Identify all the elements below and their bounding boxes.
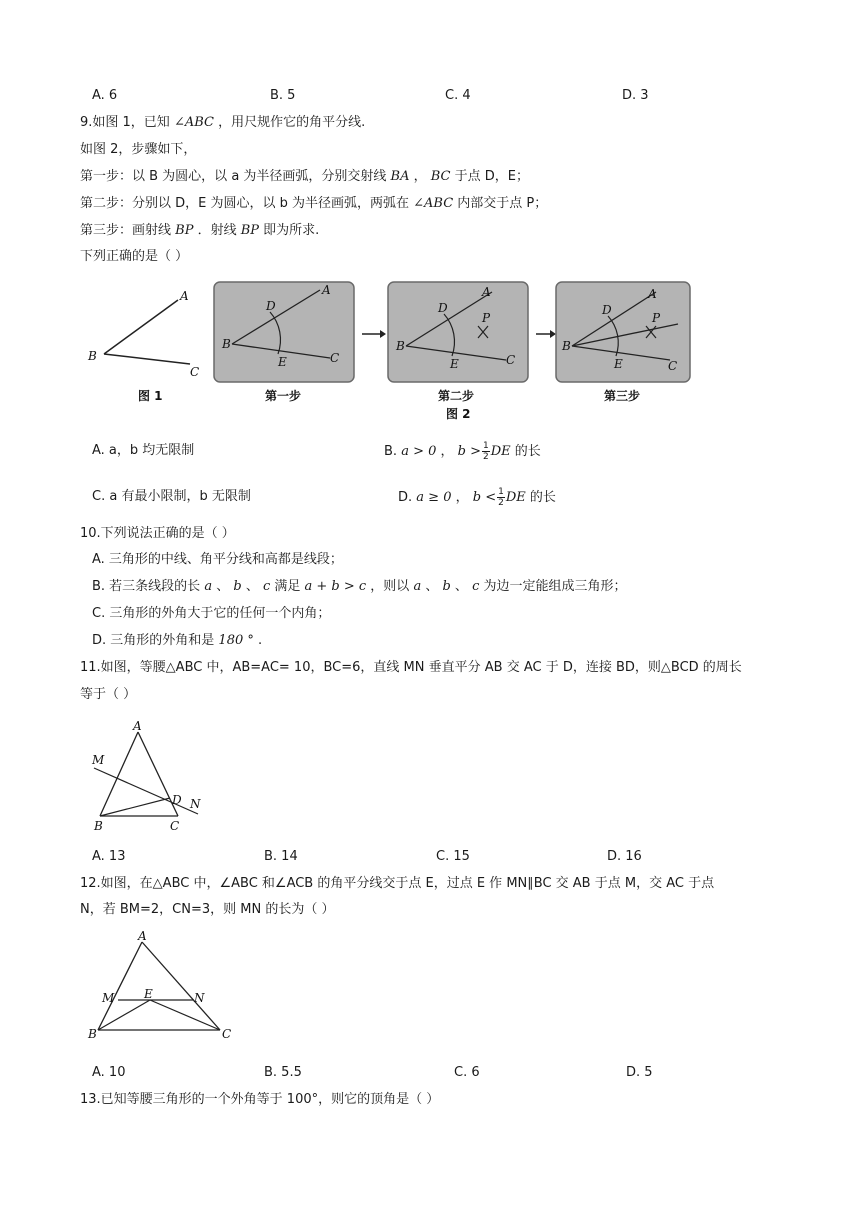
- q12-label-b: B: [88, 1027, 97, 1041]
- q12-stem-line2: N，若 BM=2，CN=3，则 MN 的长为（ ）: [80, 902, 335, 917]
- step3-label-e: E: [614, 357, 623, 371]
- q12-label-e: E: [144, 987, 153, 1001]
- step2-caption: 第二步: [438, 389, 475, 403]
- step3-label-c: C: [668, 359, 678, 373]
- q9-figure: [80, 276, 700, 426]
- q12-option-b: B. 5.5: [264, 1065, 302, 1080]
- step1-label-e: E: [278, 355, 287, 369]
- q9-option-b: B. a > 0 ， b > $\frac{1}{2}$ DE 的长: [384, 441, 541, 462]
- q9-option-a: A. a，b 均无限制: [92, 443, 195, 458]
- q11-stem-line2: 等于（ ）: [80, 687, 137, 702]
- step1-caption: 第一步: [265, 389, 302, 403]
- fig1-caption: 图 1: [138, 389, 163, 403]
- q9-question: 下列正确的是（ ）: [80, 249, 189, 264]
- figure-step2: [388, 282, 528, 421]
- q8-option-c: C. 4: [445, 88, 471, 103]
- q10-option-d: D. 三角形的外角和是 180 ° .: [92, 633, 263, 648]
- q9-stem: 9.如图 1，已知 ∠ABC ，用尺规作它的角平分线.: [80, 115, 366, 130]
- q11-option-b: B. 14: [264, 849, 298, 864]
- step1-label-a: A: [322, 283, 331, 297]
- q12-label-a: A: [138, 929, 147, 943]
- q12-label-m: M: [102, 991, 115, 1005]
- step2-label-d: D: [438, 301, 448, 315]
- step1-label-d: D: [266, 299, 276, 313]
- q12-option-d: D. 5: [626, 1065, 653, 1080]
- figure-step3: [556, 282, 690, 403]
- step3-caption: 第三步: [604, 389, 641, 403]
- q11-option-a: A. 13: [92, 849, 126, 864]
- q10-option-c: C. 三角形的外角大于它的任何一个内角；: [92, 606, 331, 621]
- q11-label-b: B: [94, 819, 103, 833]
- q12-label-n: N: [194, 991, 205, 1005]
- step2-label-c: C: [506, 353, 516, 367]
- step3-label-b: B: [562, 339, 571, 353]
- q11-figure: [86, 716, 216, 836]
- figure-2-caption: 图 2: [446, 407, 471, 421]
- q11-label-d: D: [172, 793, 182, 807]
- q11-stem-line1: 11.如图，等腰△ABC 中，AB=AC= 10，BC=6，直线 MN 垂直平分 AB 交 AC 于 D，连接 BD，则△BCD 的周长: [80, 660, 742, 675]
- q11-label-m: M: [92, 753, 105, 767]
- q8-option-d: D. 3: [622, 88, 649, 103]
- q8-option-a: A. 6: [92, 88, 118, 103]
- fig1-label-b: B: [88, 349, 97, 363]
- q12-option-a: A. 10: [92, 1065, 126, 1080]
- q10-stem: 10.下列说法正确的是（ ）: [80, 526, 235, 541]
- q9-step3: 第三步：画射线 BP ．射线 BP 即为所求.: [80, 223, 320, 238]
- q12-option-c: C. 6: [454, 1065, 480, 1080]
- q13-stem: 13.已知等腰三角形的一个外角等于 100°，则它的顶角是（ ）: [80, 1092, 440, 1107]
- figure-step1: [214, 282, 354, 403]
- q11-option-d: D. 16: [607, 849, 642, 864]
- q9-step2: 第二步：分别以 D，E 为圆心，以 b 为半径画弧，两弧在 ∠ABC 内部交于点 P；: [80, 196, 548, 211]
- q11-label-n: N: [190, 797, 201, 811]
- fig1-label-c: C: [190, 365, 200, 379]
- step2-label-e: E: [450, 357, 459, 371]
- q9-option-d: D. a ≥ 0 ， b < $\frac{1}{2}$ DE 的长: [398, 487, 556, 508]
- step3-label-d: D: [602, 303, 612, 317]
- q12-label-c: C: [222, 1027, 232, 1041]
- step3-label-a: A: [648, 287, 657, 301]
- step3-label-p: P: [652, 311, 661, 325]
- q8-option-b: B. 5: [270, 88, 296, 103]
- q9-step1: 第一步：以 B 为圆心，以 a 为半径画弧，分别交射线 BA ， BC 于点 D，E；: [80, 169, 530, 184]
- step1-label-c: C: [330, 351, 340, 365]
- step2-label-b: B: [396, 339, 405, 353]
- q12-stem-line1: 12.如图，在△ABC 中，∠ABC 和∠ACB 的角平分线交于点 E，过点 E 作 MN∥BC 交 AB 于点 M，交 AC 于点: [80, 876, 715, 891]
- step1-label-b: B: [222, 337, 231, 351]
- step2-label-a: A: [482, 285, 491, 299]
- q10-option-b: B. 若三条线段的长 a 、 b 、 c 满足 a + b > c ，则以 a 、 b 、 c 为边一定能组成三角形；: [92, 579, 627, 594]
- q9-intro: 如图 2，步骤如下，: [80, 142, 197, 157]
- q11-label-c: C: [170, 819, 180, 833]
- fig1-label-a: A: [180, 289, 189, 303]
- q11-label-a: A: [133, 719, 142, 733]
- q11-option-c: C. 15: [436, 849, 470, 864]
- q10-option-a: A. 三角形的中线、角平分线和高都是线段；: [92, 552, 343, 567]
- figure-1: [87, 289, 199, 403]
- step2-label-p: P: [482, 311, 491, 325]
- q12-figure: [86, 928, 236, 1044]
- q9-option-c: C. a 有最小限制，b 无限制: [92, 489, 251, 504]
